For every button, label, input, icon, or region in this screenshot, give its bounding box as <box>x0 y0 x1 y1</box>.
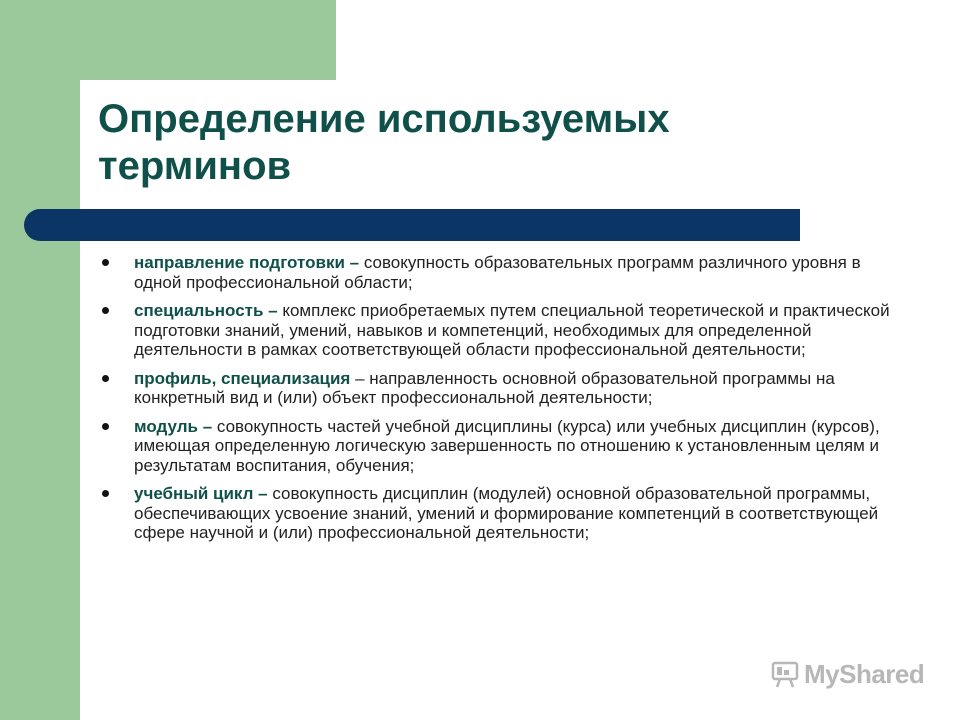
definition-text: – направленность основной образовательной программы на конкретный вид и (или) объект профессиональной деятельности; <box>134 368 835 407</box>
term-label: специальность – <box>134 301 278 320</box>
definition-text: комплекс приобретаемых путем специальной теоретической и практической подготовки знаний, умений, навыков и компетенций, необходимых для определенной деятельности в рамках соответствующей области профессиональной деятельности; <box>134 301 890 359</box>
definition-text: совокупность дисциплин (модулей) основной образовательной программы, обеспечивающих усвоение знаний, умений и формирование компетенций в соответствующей сфере научной и (или) профессиональной деятельности; <box>134 484 879 542</box>
term-label: профиль, специализация <box>134 368 351 388</box>
bullet-icon <box>102 423 109 430</box>
bullet-icon <box>102 259 109 266</box>
bullet-icon <box>102 307 109 314</box>
title-divider-bar <box>24 209 800 241</box>
term-label: направление подготовки – <box>134 253 360 272</box>
green-top-band <box>80 0 336 80</box>
list-item <box>102 301 892 360</box>
definitions-list <box>102 253 892 552</box>
list-item <box>102 369 892 408</box>
definition-text: совокупность образовательных программ различного уровня в одной профессиональной области; <box>134 253 861 292</box>
term-label: модуль – <box>134 416 213 436</box>
bullet-icon <box>102 490 109 497</box>
myshared-watermark[interactable] <box>770 656 924 692</box>
term-label: учебный цикл – <box>134 484 268 503</box>
slide-title: Определение используемых терминов <box>98 97 670 188</box>
bullet-icon <box>102 375 109 382</box>
watermark-text: MyShared <box>804 658 925 689</box>
list-item <box>102 484 892 543</box>
definition-text: совокупность частей учебной дисциплины (курса) или учебных дисциплин (курсов), имеющая определенную логическую завершенность по отношению к установленным целям и результатам воспитания, обучения; <box>134 416 880 475</box>
list-item <box>102 417 892 476</box>
presentation-board-icon <box>770 659 800 689</box>
green-side-band <box>0 0 80 720</box>
list-item <box>102 253 892 292</box>
